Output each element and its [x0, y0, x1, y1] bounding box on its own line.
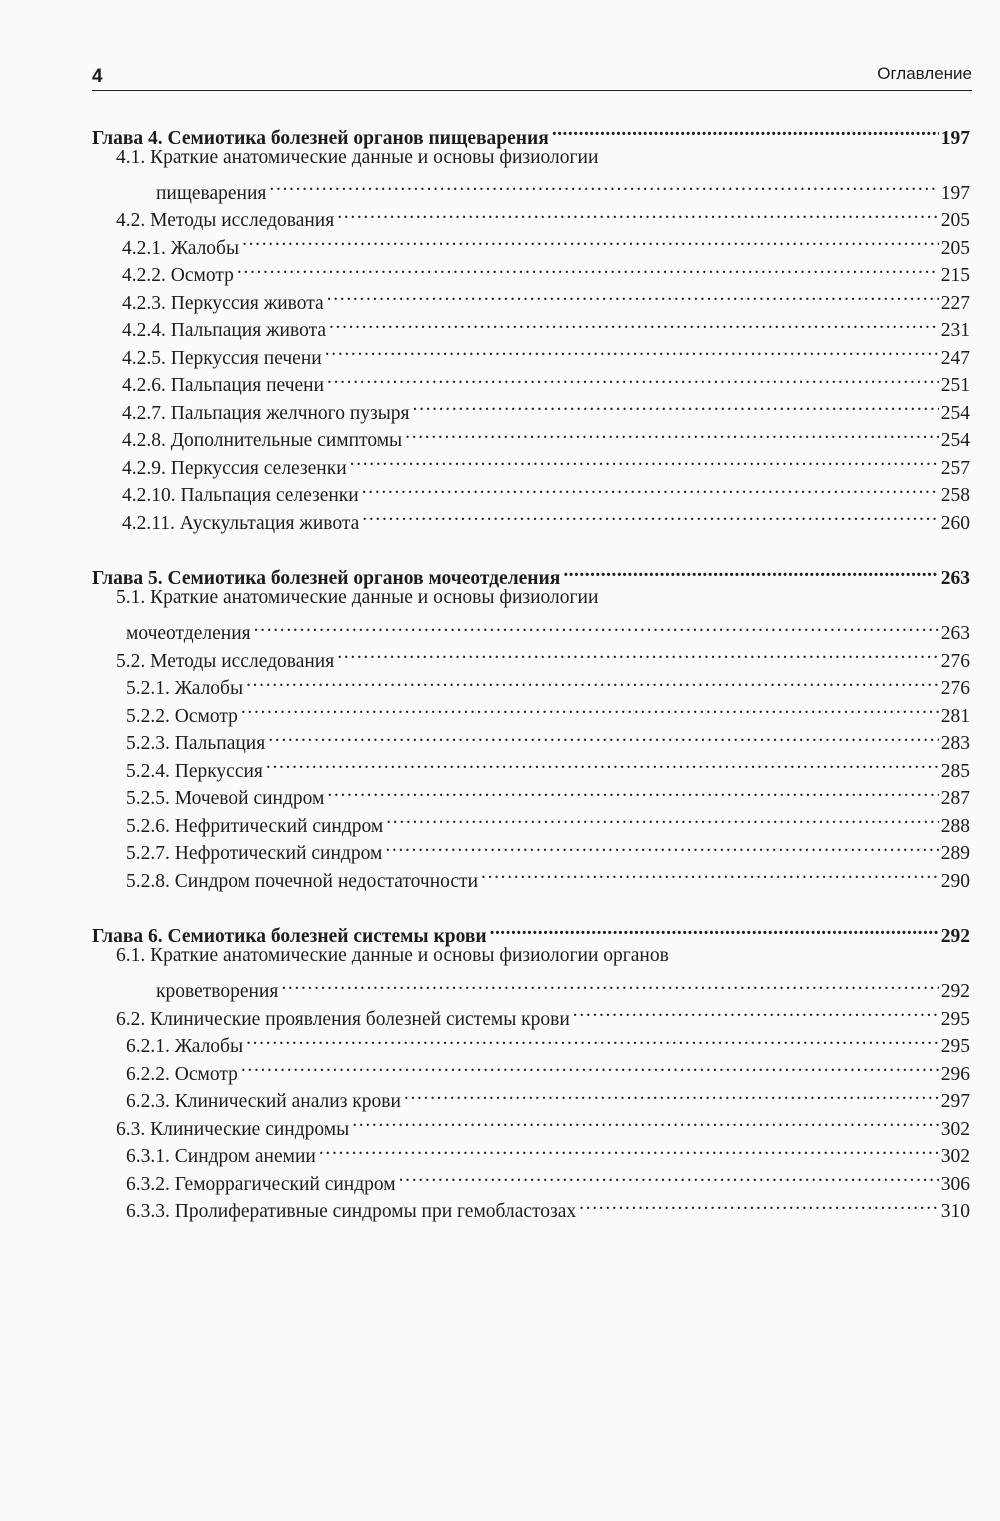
toc-subentry[interactable]: 5.2.2. Осмотр . . . 281	[92, 694, 970, 722]
toc-subentry[interactable]: 5.2.5. Мочевой синдром . . . 287	[92, 777, 970, 805]
chapter-heading[interactable]: Глава 4. Семиотика болезней органов пищеварения . . . 197	[92, 116, 970, 144]
leader-dots	[241, 1052, 939, 1080]
leader-dots	[266, 749, 939, 777]
toc-subentry[interactable]: 5.2.7. Нефротический синдром . . . 289	[92, 832, 970, 860]
leader-dots	[552, 116, 939, 144]
toc-subentry[interactable]: 6.3.3. Пролиферативные синдромы при гемобластозах . . . 310	[92, 1190, 970, 1218]
leader-dots	[573, 997, 939, 1025]
leader-dots	[327, 777, 938, 805]
table-of-contents	[92, 116, 970, 1245]
leader-dots	[241, 694, 939, 722]
leader-dots	[404, 1080, 939, 1108]
toc-subentry[interactable]: 4.2.6. Пальпация печени . . . 251	[92, 364, 970, 392]
toc-entry-continuation[interactable]: кроветворения . . . 292	[92, 970, 970, 998]
toc-subentry[interactable]: 6.3.2. Геморрагический синдром . . . 306	[92, 1162, 970, 1190]
running-title: Оглавление	[877, 64, 972, 83]
page-number: 4	[92, 66, 103, 87]
chapter-heading[interactable]: Глава 5. Семиотика болезней органов мочеотделения . . . 263	[92, 557, 970, 585]
leader-dots	[352, 1107, 939, 1135]
toc-subentry[interactable]: 5.2.3. Пальпация . . . 283	[92, 722, 970, 750]
toc-entry[interactable]: 6.3. Клинические синдромы . . . 302	[92, 1107, 970, 1135]
leader-dots	[327, 281, 939, 309]
leader-dots	[413, 391, 939, 419]
toc-subentry[interactable]: 6.2.2. Осмотр . . . 296	[92, 1052, 970, 1080]
leader-dots	[319, 1135, 939, 1163]
leader-dots	[237, 254, 939, 282]
leader-dots	[579, 1190, 939, 1218]
leader-dots	[246, 1025, 939, 1053]
toc-entry[interactable]: 6.2. Клинические проявления болезней системы крови . . . 295	[92, 997, 970, 1025]
toc-entry[interactable]: 4.2. Методы исследования . . . 205	[92, 199, 970, 227]
toc-subentry[interactable]: 4.2.11. Аускультация живота . . . 260	[92, 501, 970, 529]
toc-entry[interactable]: 5.1. Краткие анатомические данные и основы физиологии	[116, 587, 599, 608]
leader-dots	[269, 171, 938, 199]
toc-subentry[interactable]: 6.2.1. Жалобы . . . 295	[92, 1025, 970, 1053]
leader-dots	[385, 832, 938, 860]
leader-dots	[254, 612, 939, 640]
leader-dots	[563, 557, 938, 585]
leader-dots	[246, 667, 939, 695]
chapter-6	[92, 915, 970, 1222]
leader-dots	[268, 722, 939, 750]
toc-subentry[interactable]: 4.2.3. Перкуссия живота . . . 227	[92, 281, 970, 309]
leader-dots	[490, 915, 939, 943]
toc-subentry[interactable]: 4.2.1. Жалобы . . . 205	[92, 226, 970, 254]
toc-subentry[interactable]: 6.2.3. Клинический анализ крови . . . 297	[92, 1080, 970, 1108]
leader-dots	[399, 1162, 939, 1190]
toc-entry[interactable]: 4.1. Краткие анатомические данные и основы физиологии	[116, 146, 599, 168]
leader-dots	[325, 336, 939, 364]
leader-dots	[327, 364, 939, 392]
leader-dots	[405, 419, 939, 447]
leader-dots	[481, 859, 939, 887]
leader-dots	[329, 309, 939, 337]
toc-subentry[interactable]: 4.2.7. Пальпация желчного пузыря . . . 254	[92, 391, 970, 419]
toc-entry-continuation[interactable]: пищеварения . . . 197	[92, 171, 970, 199]
toc-subentry[interactable]: 4.2.9. Перкуссия селезенки . . . 257	[92, 446, 970, 474]
leader-dots	[350, 446, 939, 474]
toc-subentry[interactable]: 4.2.4. Пальпация живота . . . 231	[92, 309, 970, 337]
toc-subentry[interactable]: 5.2.6. Нефритический синдром . . . 288	[92, 804, 970, 832]
leader-dots	[362, 501, 938, 529]
toc-subentry[interactable]: 4.2.10. Пальпация селезенки . . . 258	[92, 474, 970, 502]
running-header	[92, 62, 972, 91]
toc-subentry[interactable]: 5.2.4. Перкуссия . . . 285	[92, 749, 970, 777]
toc-entry[interactable]: 5.2. Методы исследования . . . 276	[92, 639, 970, 667]
leader-dots	[337, 639, 939, 667]
leader-dots	[242, 226, 939, 254]
toc-subentry[interactable]: 4.2.5. Перкуссия печени . . . 247	[92, 336, 970, 364]
toc-subentry[interactable]: 4.2.2. Осмотр . . . 215	[92, 254, 970, 282]
leader-dots	[337, 199, 939, 227]
chapter-heading[interactable]: Глава 6. Семиотика болезней системы крови . . . 292	[92, 915, 970, 943]
chapter-5	[92, 557, 970, 892]
toc-subentry[interactable]: 5.2.8. Синдром почечной недостаточности . . . 290	[92, 859, 970, 887]
toc-subentry[interactable]: 6.3.1. Синдром анемии . . . 302	[92, 1135, 970, 1163]
leader-dots	[362, 474, 939, 502]
toc-entry-continuation[interactable]: мочеотделения . . . 263	[92, 612, 970, 640]
leader-dots	[281, 970, 938, 998]
toc-entry[interactable]: 6.1. Краткие анатомические данные и основы физиологии органов	[116, 945, 669, 966]
leader-dots	[386, 804, 939, 832]
chapter-4	[92, 116, 970, 534]
toc-subentry[interactable]: 4.2.8. Дополнительные симптомы . . . 254	[92, 419, 970, 447]
toc-subentry[interactable]: 5.2.1. Жалобы . . . 276	[92, 667, 970, 695]
